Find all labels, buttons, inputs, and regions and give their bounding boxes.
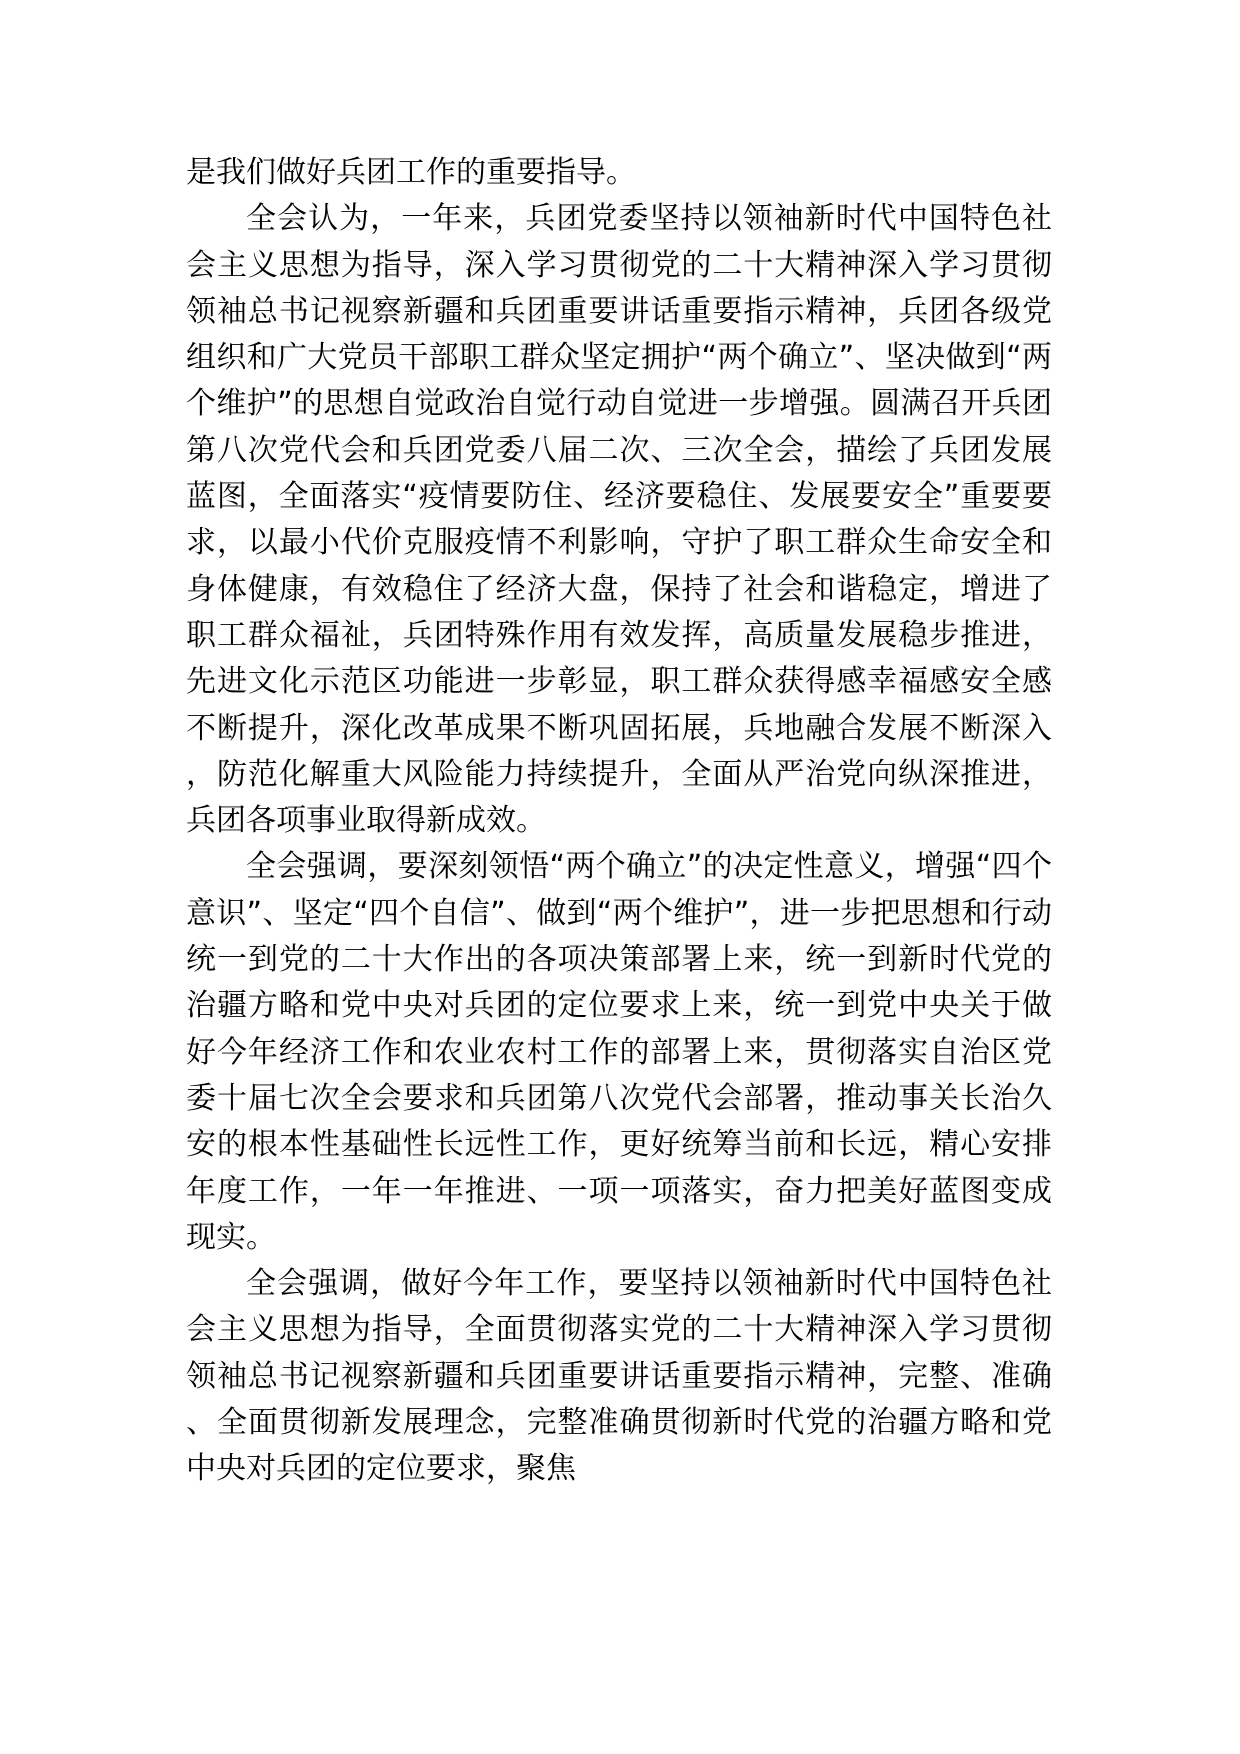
paragraph-plenary-emphasis-2: 全会强调，做好今年工作，要坚持以领袖新时代中国特色社会主义思想为指导，全面贯彻落实党的二十大精神深入学习贯彻领袖总书记视察新疆和兵团重要讲话重要指示精神，完整、准确、全面贯彻新发展理念，完整准确贯彻新时代党的治疆方略和党中央对兵团的定位要求，聚焦 xyxy=(186,1266,1052,1487)
document-page xyxy=(186,150,1052,1493)
paragraph-plenary-review: 全会认为，一年来，兵团党委坚持以领袖新时代中国特色社会主义思想为指导，深入学习贯彻党的二十大精神深入学习贯彻领袖总书记视察新疆和兵团重要讲话重要指示精神，兵团各级党组织和广大党员干部职工群众坚定拥护“两个确立”、坚决做到“两个维护”的思想自觉政治自觉行动自觉进一步增强。圆满召开兵团第八次党代会和兵团党委八届二次、三次全会，描绘了兵团发展蓝图，全面落实“疫情要防住、经济要稳住、发展要安全”重要要求，以最小代价克服疫情不利影响，守护了职工群众生命安全和身体健康，有效稳住了经济大盘，保持了社会和谐稳定，增进了职工群众福祉，兵团特殊作用有效发挥，高质量发展稳步推进，先进文化示范区功能进一步彰显，职工群众获得感幸福感安全感不断提升，深化改革成果不断巩固拓展，兵地融合发展不断深入，防范化解重大风险能力持续提升，全面从严治党向纵深推进，兵团各项事业取得新成效。 xyxy=(186,201,1052,839)
paragraph-plenary-emphasis-1: 全会强调，要深刻领悟“两个确立”的决定性意义，增强“四个意识”、坚定“四个自信”、做到“两个维护”，进一步把思想和行动统一到党的二十大作出的各项决策部署上来，统一到新时代党的治疆方略和党中央对兵团的定位要求上来，统一到党中央关于做好今年经济工作和农业农村工作的部署上来，贯彻落实自治区党委十届七次全会要求和兵团第八次党代会部署，推动事关长治久安的根本性基础性长远性工作，更好统筹当前和长远，精心安排年度工作，一年一年推进、一项一项落实，奋力把美好蓝图变成现实。 xyxy=(186,849,1052,1255)
paragraph-continued: 是我们做好兵团工作的重要指导。 xyxy=(186,155,636,190)
